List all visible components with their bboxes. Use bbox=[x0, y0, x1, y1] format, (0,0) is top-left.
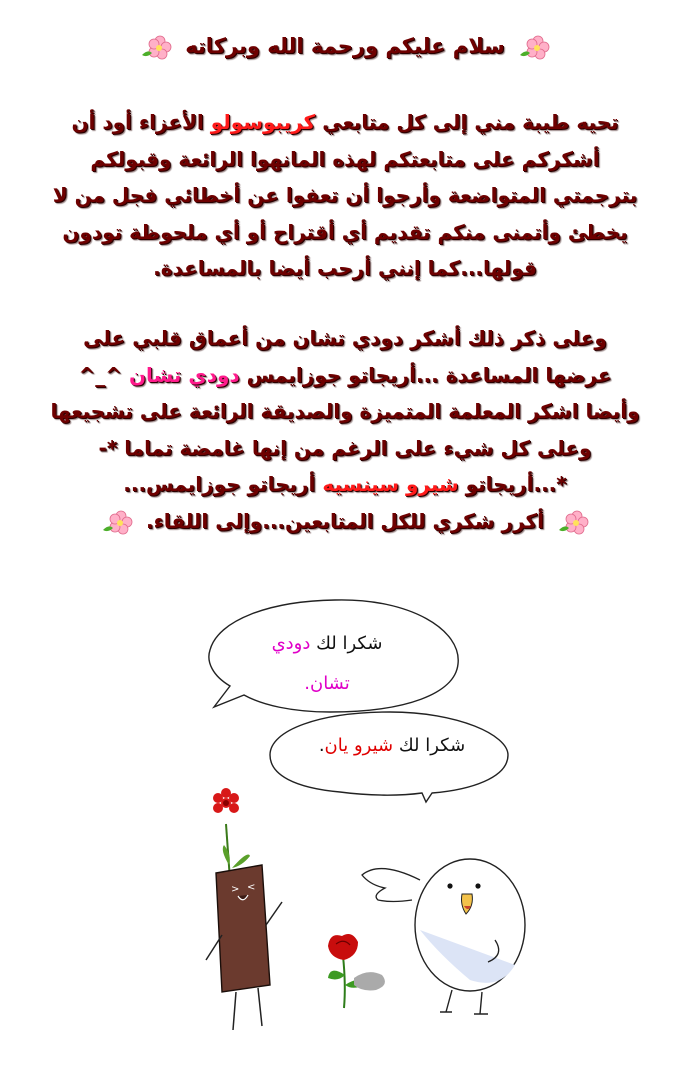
bubble-2-text bbox=[282, 726, 502, 766]
bubble-1-thanks: شكرا لك bbox=[310, 633, 383, 654]
svg-text:<: < bbox=[247, 882, 256, 893]
closing-text: أكرر شكري للكل المتابعين...وإلى اللقاء. bbox=[145, 508, 544, 533]
helper-name-highlight: دودي تشان bbox=[128, 362, 240, 387]
paragraph2-part1: وعلى ذكر ذلك أشكر دودي تشان من أعماق قلبي على عرضها المساعدة ...أريجاتو جوزايمس bbox=[83, 326, 612, 387]
paragraph2-part3: أريجاتو جوزايمس... bbox=[123, 472, 323, 496]
bubble-2-thanks: شكرا لك bbox=[393, 735, 466, 756]
plant-character bbox=[206, 788, 282, 1030]
bubble-1-name-line2: تشان bbox=[309, 673, 350, 694]
red-flower-icon bbox=[213, 788, 239, 813]
group-name-highlight: كريبوسولو bbox=[210, 110, 316, 134]
bubble-1-text bbox=[232, 624, 422, 704]
bubble-2-name: شيرو يان bbox=[324, 735, 394, 756]
bubble-1-dot: . bbox=[304, 673, 310, 694]
svg-text:>: > bbox=[231, 884, 240, 895]
bubble-2-dot: . bbox=[318, 735, 325, 756]
paragraph1-before: تحيه طيبة مني إلى كل متابعي bbox=[315, 110, 619, 134]
bubble-1-name-line1: دودي bbox=[271, 633, 311, 654]
paragraph2-part2: ^_^ وأيضا اشكر المعلمة المتميزة والصديقة الرائعة على تشجيعها وعلى كل شيء على الرغم من إنها غامضة تماما *-*...أريجاتو bbox=[50, 362, 640, 496]
paragraph1-after: الأعزاء أود أن أشكركم على متابعتكم لهذه المانهوا الرائعة وقبولكم بترجمتي المتواضعة وأرجوا أن تعفوا عن أخطائي فجل من لا يخطئ وأتمنى منكم تقديم أي أقتراح أو أي ملحوظة تودون قولها...كما إنني أرحب أيضا بالمساعدة. bbox=[52, 110, 638, 280]
teacher-name-highlight: شيرو سينسيه bbox=[322, 472, 459, 496]
greeting-text: سلام عليكم ورحمة الله وبركاته bbox=[185, 34, 505, 58]
bird-character bbox=[362, 859, 525, 1014]
rose-icon bbox=[328, 934, 385, 1008]
